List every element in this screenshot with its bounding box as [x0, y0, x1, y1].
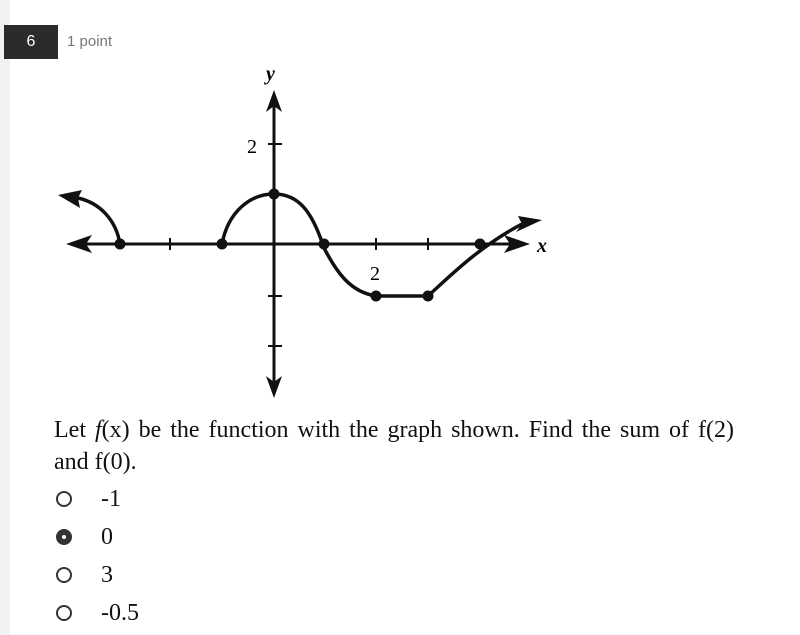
x-axis-label: x [537, 235, 547, 257]
option-label: 3 [101, 561, 113, 588]
function-name: f [94, 417, 102, 443]
option-label: -1 [101, 485, 121, 512]
y-tick-label: 2 [247, 136, 257, 158]
radio-button[interactable] [56, 491, 72, 507]
points-label: 1 point [67, 33, 113, 50]
y-axis-label: y [266, 63, 275, 85]
radio-button-selected[interactable] [56, 529, 72, 545]
question-number-badge: 6 [4, 25, 58, 59]
question-text [54, 414, 734, 478]
question-text-post: be the function with the graph shown. Find the sum of f(2) and f(0). [54, 417, 734, 475]
radio-button[interactable] [56, 605, 72, 621]
function-argument: (x) [101, 417, 130, 443]
option-label: -0.5 [101, 599, 139, 626]
question-text-pre: Let [54, 417, 95, 443]
x-tick-label: 2 [370, 263, 380, 285]
radio-button[interactable] [56, 567, 72, 583]
option-label: 0 [101, 523, 113, 550]
